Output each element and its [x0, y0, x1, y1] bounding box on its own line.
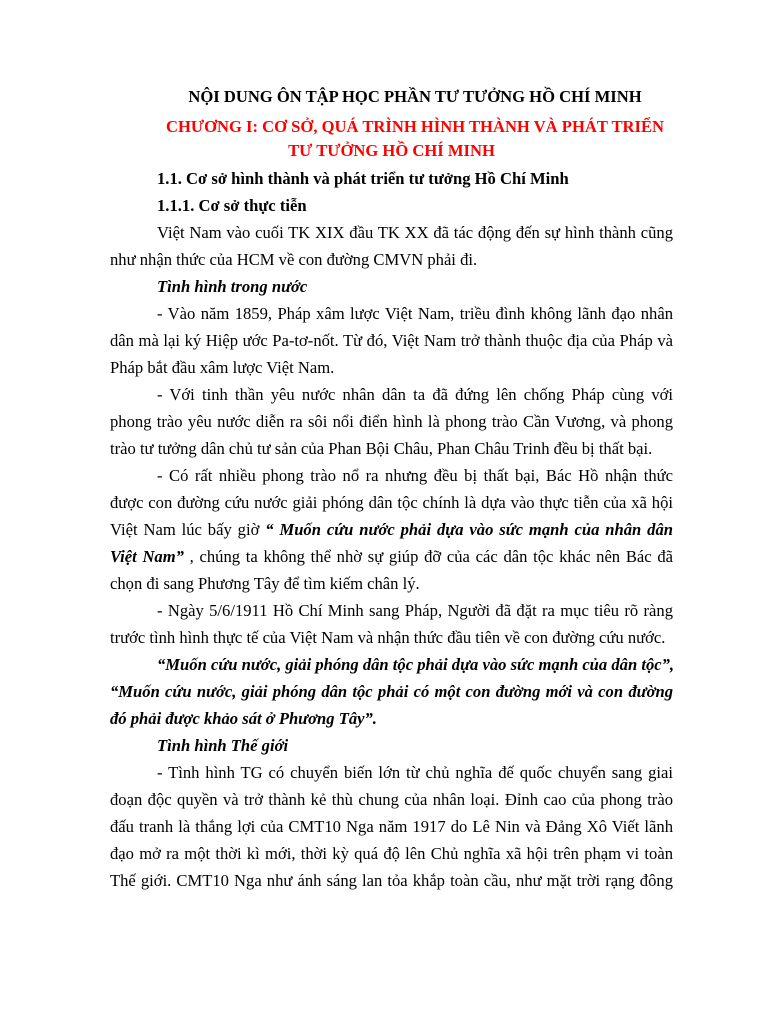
- paragraph-intro: [110, 219, 673, 273]
- subheading-domestic: Tình hình trong nước: [157, 277, 308, 296]
- text-line: - Vào năm 1859, Pháp xâm lược Việt Nam, triều đình không lãnh đạo nhân: [157, 304, 673, 323]
- document-title: NỘI DUNG ÔN TẬP HỌC PHẦN TƯ TƯỞNG HỒ CHÍ MINH: [188, 87, 642, 106]
- document-body: [110, 83, 673, 894]
- emphasized-quote: đó phải được khảo sát ở Phương Tây”.: [110, 709, 377, 728]
- chapter-title-line: TƯ TƯỞNG HỒ CHÍ MINH: [288, 141, 495, 160]
- emphasized-quote: “Muốn cứu nước, giải phóng dân tộc phải dựa vào sức mạnh của dân tộc”,: [157, 655, 675, 674]
- emphasized-quote: “Muốn cứu nước, giải phóng dân tộc phải có một con đường mới và con đường: [110, 682, 673, 701]
- text-line: Thế giới. CMT10 Nga như ánh sáng lan tỏa khắp toàn cầu, như mặt trời rạng đông: [110, 871, 673, 890]
- text-line: - Ngày 5/6/1911 Hồ Chí Minh sang Pháp, Người đã đặt ra mục tiêu rõ ràng: [157, 601, 673, 620]
- text-line: đấu tranh là thắng lợi của CMT10 Nga năm 1917 do Lê Nin và Đảng Xô Viết lãnh: [110, 817, 673, 836]
- text-line: Pháp bắt đầu xâm lược Việt Nam.: [110, 358, 335, 377]
- emphasized-quote: “ Muốn cứu nước phải dựa vào sức mạnh của nhân dân: [265, 520, 673, 539]
- emphasized-quote: Việt Nam”: [110, 547, 184, 566]
- paragraph: [110, 597, 673, 651]
- text-line: phong trào yêu nước diễn ra sôi nổi điển hình là phong trào Cần Vương, và phong: [110, 412, 673, 431]
- chapter-title-line: CHƯƠNG I: CƠ SỞ, QUÁ TRÌNH HÌNH THÀNH VÀ PHÁT TRIỂN: [165, 117, 665, 136]
- text-line: trào tư tưởng dân chủ tư sản của Phan Bội Châu, Phan Châu Trinh đều bị thất bại.: [110, 439, 653, 458]
- subsection-heading: 1.1.1. Cơ sở thực tiễn: [157, 196, 307, 215]
- text-line: đoạn độc quyền và trở thành kẻ thù chung của nhân loại. Đỉnh cao của phong trào: [110, 790, 673, 809]
- text-line: dân mà lại ký Hiệp ước Pa-tơ-nốt. Từ đó, Việt Nam trở thành thuộc địa của Pháp và: [110, 331, 673, 350]
- line-text: Việt Nam lúc bấy giờ: [110, 520, 266, 539]
- text-line: như nhận thức của HCM về con đường CMVN phải đi.: [110, 250, 478, 269]
- paragraph: [110, 300, 673, 381]
- text-line: - Với tinh thần yêu nước nhân dân ta đã đứng lên chống Pháp cùng với: [157, 385, 673, 404]
- text-line: [110, 543, 673, 570]
- text-line: chọn đi sang Phương Tây để tìm kiếm chân lý.: [110, 574, 420, 593]
- text-line: Việt Nam vào cuối TK XIX đầu TK XX đã tác động đến sự hình thành cũng: [157, 223, 673, 242]
- line-text: , chúng ta không thể nhờ sự giúp đỡ của các dân tộc khác nên Bác đã: [183, 547, 673, 566]
- paragraph: [110, 462, 673, 597]
- paragraph: [110, 759, 673, 894]
- text-line: [110, 516, 673, 543]
- paragraph: [110, 381, 673, 462]
- text-line: đạo mở ra một thời kì mới, thời kỳ quá độ lên Chủ nghĩa xã hội trên phạm vi toàn: [110, 844, 673, 863]
- text-line: được con đường cứu nước giải phóng dân tộc chính là dựa vào thực tiễn của xã hội: [110, 493, 673, 512]
- text-line: - Tình hình TG có chuyển biến lớn từ chủ nghĩa đế quốc chuyển sang giai: [157, 763, 673, 782]
- section-heading: 1.1. Cơ sở hình thành và phát triển tư tưởng Hồ Chí Minh: [157, 169, 569, 188]
- text-line: trước tình hình thực tế của Việt Nam và nhận thức đầu tiên về con đường cứu nước.: [110, 628, 666, 647]
- text-line: - Có rất nhiều phong trào nổ ra nhưng đều bị thất bại, Bác Hồ nhận thức: [157, 466, 673, 485]
- paragraph-quotes: [110, 651, 673, 732]
- chapter-title: [110, 113, 673, 164]
- subheading-world: Tình hình Thế giới: [157, 736, 289, 755]
